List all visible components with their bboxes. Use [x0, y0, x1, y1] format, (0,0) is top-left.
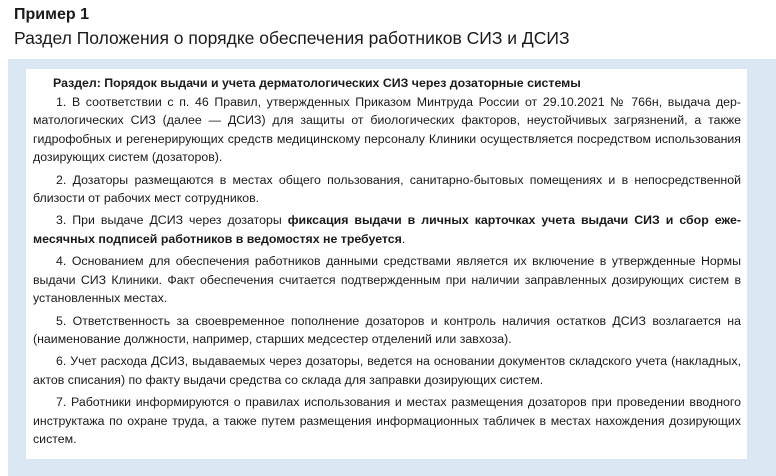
example-title: Раздел Положения о порядке обеспечения работников СИЗ и ДСИЗ	[14, 28, 570, 48]
section-content	[33, 74, 741, 452]
list-item-text: Работники информируются о правилах использования и местах размещения дозаторов при проведении вводного инструктажа по охране труда, а также путем размещения информационных табличек в местах нахождения дозирующих систем.	[33, 395, 741, 447]
list-item-text: Учет расхода ДСИЗ, выдаваемых через дозаторы, ведется на основании документов складского учета (накладных, актов списания) по факту выдачи средства со склада для заправки дозирующих систем.	[33, 354, 741, 387]
list-item-number: 3.	[56, 213, 67, 228]
list-item	[33, 352, 741, 389]
list-item	[33, 171, 741, 208]
list-item-text: При выдаче ДСИЗ через дозаторы	[72, 213, 288, 228]
section-heading: Раздел: Порядок выдачи и учета дерматологических СИЗ через дозаторные системы	[53, 76, 581, 90]
list-item-text: Ответственность за своевременное пополнение дозаторов и контроль наличия остатков ДСИЗ возлагается на (наименование должности, например, старших медсестер отделений или завхоза).	[33, 313, 741, 347]
list-item	[33, 93, 741, 167]
example-label: Пример 1	[14, 6, 89, 23]
list-item	[33, 211, 741, 248]
list-item-number: 5.	[56, 313, 67, 328]
list-item-number: 7.	[56, 395, 67, 410]
list-item-number: 6.	[56, 354, 67, 369]
list-item-text-end: .	[401, 231, 406, 246]
list-item-text: Дозаторы размещаются в местах общего пользования, санитарно-бытовых помещениях и в непосредственной близости от рабочих мест сотрудников.	[33, 172, 741, 206]
list-item-text: В соответствии с п. 46 Правил, утвержденных Приказом Минтруда России от 29.10.2021 № 766н, выдача дерматологических СИЗ (далее — ДСИЗ) для защиты от биологических факторов, неустойчивых загрязнений, а также гидрофобных и регенерирующих средств медицинскому персоналу Клиники осуществляется посредством использования дозирующих систем (дозаторов).	[33, 94, 741, 165]
list-item	[33, 312, 741, 349]
list-item-emphasis: фиксация выдачи в личных карточках учета выдачи СИЗ и сбор ежемесячных подписей работников в ведомостях не требуется	[33, 213, 742, 246]
list-item	[33, 393, 741, 449]
list-item-number: 2.	[56, 172, 67, 187]
list-item-text: Основанием для обеспечения работников данными средствами является их включение в утвержденные Нормы выдачи СИЗ Клиники. Факт обеспечения считается подтвержденным при наличии заправленных дозирующих систем в установленных местах.	[33, 254, 742, 306]
list-item-number: 4.	[56, 254, 67, 269]
list-item	[33, 252, 741, 308]
list-item-number: 1.	[56, 94, 67, 109]
